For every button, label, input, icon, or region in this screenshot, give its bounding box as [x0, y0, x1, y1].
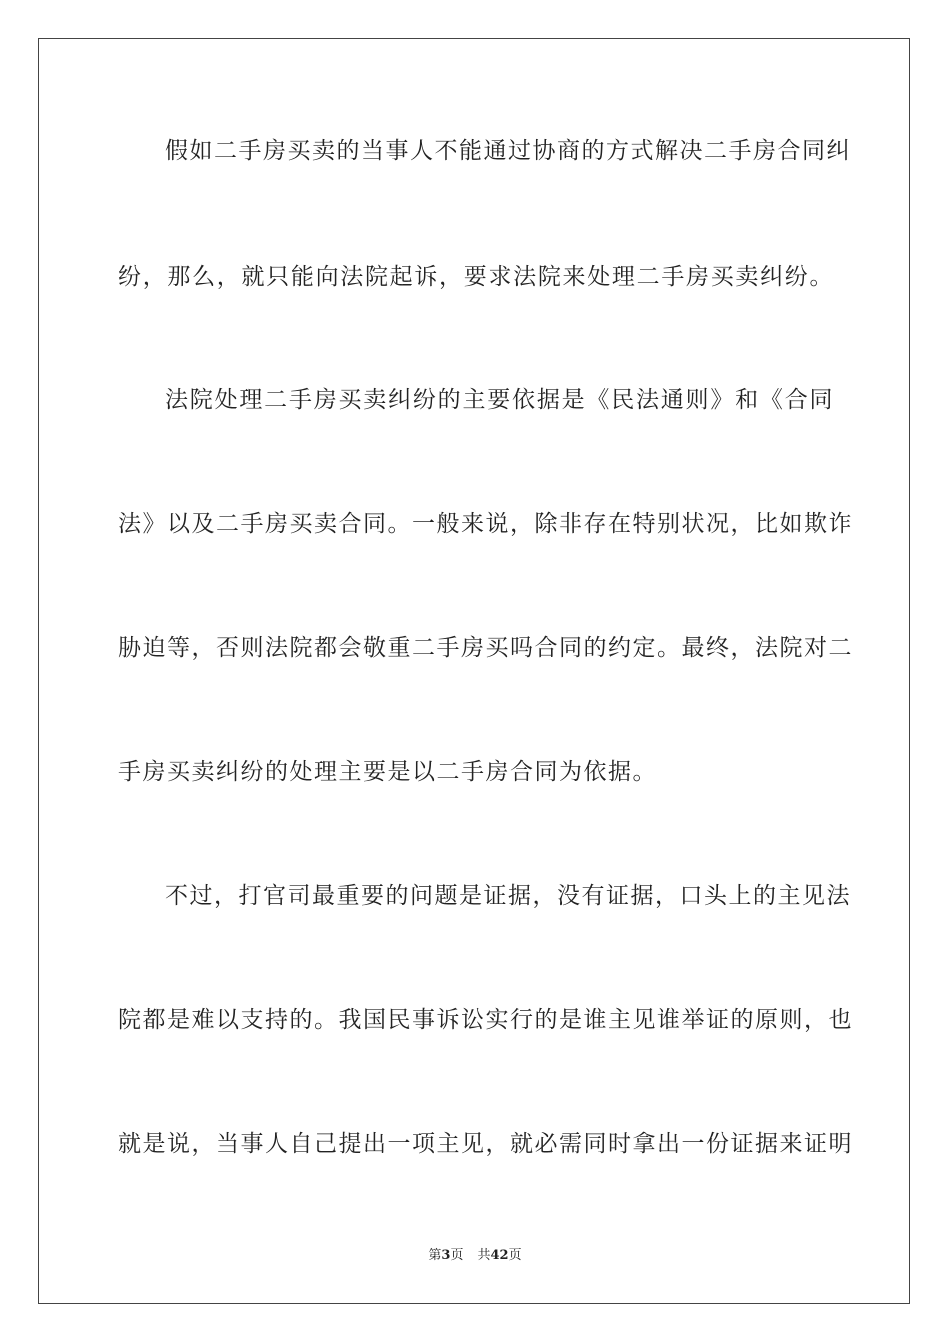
paragraph-3-line-3: 就是说，当事人自己提出一项主见，就必需同时拿出一份证据来证明 — [118, 1131, 853, 1157]
paragraph-2-line-3: 胁迫等，否则法院都会敬重二手房买吗合同的约定。最终，法院对二 — [118, 635, 853, 661]
paragraph-2-line-1: 法院处理二手房买卖纠纷的主要依据是《民法通则》和《合同 — [165, 387, 834, 413]
paragraph-1-line-2: 纷，那么，就只能向法院起诉，要求法院来处理二手房买卖纠纷。 — [118, 264, 834, 290]
total-suffix: 页 — [508, 1248, 522, 1263]
paragraph-3-line-1: 不过，打官司最重要的问题是证据，没有证据，口头上的主见法 — [165, 883, 851, 909]
page-suffix: 页 — [450, 1248, 464, 1263]
page-footer — [0, 1248, 950, 1264]
page-border — [38, 38, 910, 1304]
page-number: 3 — [441, 1248, 451, 1263]
total-pages: 42 — [490, 1248, 509, 1263]
paragraph-2-line-2: 法》以及二手房买卖合同。一般来说，除非存在特别状况，比如欺诈 — [118, 511, 853, 537]
paragraph-2-line-4: 手房买卖纠纷的处理主要是以二手房合同为依据。 — [118, 759, 657, 785]
page-prefix: 第 — [428, 1248, 442, 1263]
paragraph-1-line-1: 假如二手房买卖的当事人不能通过协商的方式解决二手房合同纠 — [165, 138, 851, 164]
paragraph-3-line-2: 院都是难以支持的。我国民事诉讼实行的是谁主见谁举证的原则，也 — [118, 1007, 853, 1033]
total-prefix: 共 — [477, 1248, 491, 1263]
